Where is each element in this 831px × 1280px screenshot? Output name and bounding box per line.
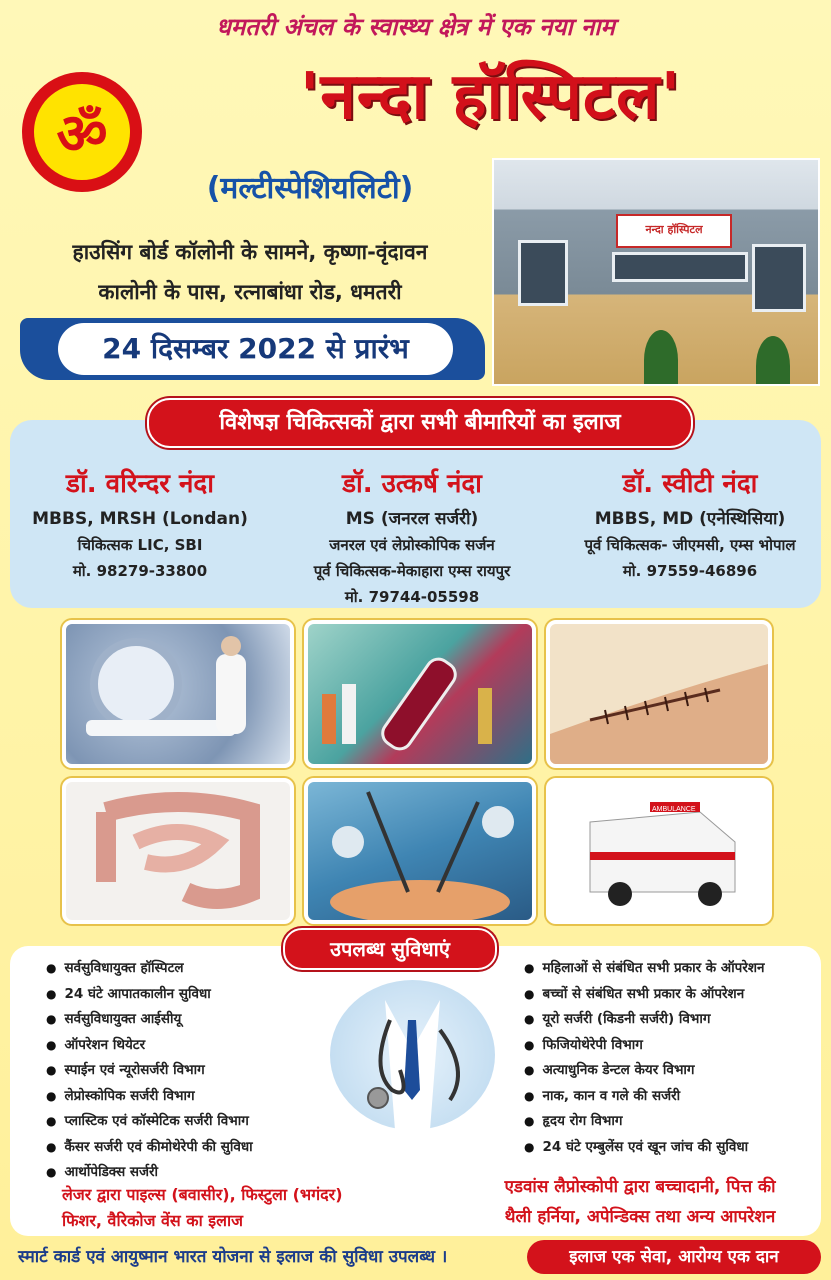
doctor-qualification: MS (जनरल सर्जरी) [345,509,479,529]
list-item: ● सर्वसुविधायुक्त हॉस्पिटल [46,956,253,982]
list-item: ● नाक, कान व गले की सर्जरी [524,1084,765,1110]
specialists-banner: विशेषज्ञ चिकित्सकों द्वारा सभी बीमारियों का इलाज [147,398,693,448]
radiation-machine-illustration [66,624,290,764]
list-item: ● सर्वसुविधायुक्त आईसीयू [46,1007,253,1033]
list-item: ● आर्थोपेडिक्स सर्जरी [46,1160,253,1186]
doctor-name: डॉ. स्वीटी नंदा [622,469,758,499]
tree [644,330,678,386]
doctor-qualification: MBBS, MD (एनेस्थिसिया) [594,509,786,529]
laparoscopy-note [470,1172,810,1232]
building-sign: नन्दा हॉस्पिटल [616,214,732,248]
hospital-name: 'नन्दा हॉस्पिटल' [299,60,682,134]
doctor-phone: मो. 79744-05598 [344,588,480,606]
list-item: ● प्लास्टिक एवं कॉस्मेटिक सर्जरी विभाग [46,1109,253,1135]
doctor-card [272,464,552,610]
laparoscopy-line-1: एडवांस लैप्रोस्कोपी द्वारा बच्चादानी, पित्त की [504,1177,776,1197]
window [752,244,806,312]
address [15,232,485,312]
doctor-name: डॉ. वरिन्दर नंदा [66,469,214,499]
surgery-illustration [308,782,532,920]
list-item: ● 24 घंटे आपातकालीन सुविधा [46,982,253,1008]
list-item: ● कैंसर सर्जरी एवं कीमोथेरेपी की सुविधा [46,1135,253,1161]
doctor-detail: पूर्व चिकित्सक-मेकाहारा एम्स रायपुर [313,562,511,580]
ambulance-image [546,778,772,924]
stethoscope-icon [330,980,495,1130]
address-line-2: कालोनी के पास, रत्नाबांधा रोड, धमतरी [98,280,402,304]
hospital-building-photo [492,158,820,386]
speciality-text: (मल्टीस्पेशियलिटी) [206,171,414,206]
ambulance-illustration [550,782,768,920]
list-item: ● फिजियोथेरेपी विभाग [524,1033,765,1059]
doctor-name: डॉ. उत्कर्ष नंदा [342,469,482,499]
intestine-illustration [66,782,290,920]
list-item: ● अत्याधुनिक डेन्टल केयर विभाग [524,1058,765,1084]
speciality-label [160,165,460,213]
facilities-left-list [46,956,253,1186]
laser-line-1: लेजर द्वारा पाइल्स (बवासीर), फिस्टुला (भगंदर) [62,1185,343,1204]
laparoscopic-surgery-image [304,778,536,924]
doctor-detail: पूर्व चिकित्सक- जीएमसी, एम्स भोपाल [584,536,796,554]
doctors-panel [10,420,821,608]
smart-card-note: स्मार्ट कार्ड एवं आयुष्मान भारत योजना से इलाज की सुविधा उपलब्ध । [18,1247,448,1267]
list-item: ● हृदय रोग विभाग [524,1109,765,1135]
doctor-detail: चिकित्सक LIC, SBI [77,536,203,554]
blood-tube-illustration [308,624,532,764]
stitched-arm-illustration [550,624,768,764]
facilities-banner: उपलब्ध सुविधाएं [283,928,497,970]
facilities-right-list [524,956,765,1160]
list-item: ● बच्चों से संबंधित सभी प्रकार के ऑपरेशन [524,982,765,1008]
address-line-1: हाउसिंग बोर्ड कॉलोनी के सामने, कृष्णा-वृंदावन [72,240,428,264]
list-item: ● ऑपरेशन थियेटर [46,1033,253,1059]
doctor-qualification: MBBS, MRSH (Londan) [32,509,248,529]
blood-test-image [304,620,536,768]
surgical-stitch-image [546,620,772,768]
list-item: ● लेप्रोस्कोपिक सर्जरी विभाग [46,1084,253,1110]
laser-treatment-note [62,1182,343,1234]
start-date: 24 दिसम्बर 2022 से प्रारंभ [58,323,453,375]
tagline: धमतरी अंचल के स्वास्थ्य क्षेत्र में एक नया नाम [216,12,615,41]
om-symbol-icon: ॐ [34,84,130,180]
intestine-image [62,778,294,924]
list-item: ● स्पाईन एवं न्यूरोसर्जरी विभाग [46,1058,253,1084]
doctor-card [560,464,820,584]
start-date-band [20,318,485,380]
doctor-card [10,464,270,584]
window [612,252,748,282]
window [518,240,568,306]
list-item: ● महिलाओं से संबंधित सभी प्रकार के ऑपरेशन [524,956,765,982]
radiation-therapy-image [62,620,294,768]
doctor-stethoscope-illustration [330,980,495,1130]
doctor-phone: मो. 97559-46896 [622,562,758,580]
om-logo [22,72,142,192]
list-item: ● यूरो सर्जरी (किडनी सर्जरी) विभाग [524,1007,765,1033]
doctor-detail: जनरल एवं लेप्रोस्कोपिक सर्जन [329,536,495,554]
motto-badge: इलाज एक सेवा, आरोग्य एक दान [527,1240,821,1274]
ambulance-text: AMBULANCE [652,806,696,813]
doctor-phone: मो. 98279-33800 [72,562,208,580]
list-item: ● 24 घंटे एम्बुलेंस एवं खून जांच की सुविधा [524,1135,765,1161]
laser-line-2: फिशर, वैरिकोज वेंस का इलाज [62,1211,244,1230]
tree [756,336,790,386]
laparoscopy-line-2: थैली हर्निया, अपेन्डिक्स तथा अन्य आपरेशन [504,1207,776,1227]
